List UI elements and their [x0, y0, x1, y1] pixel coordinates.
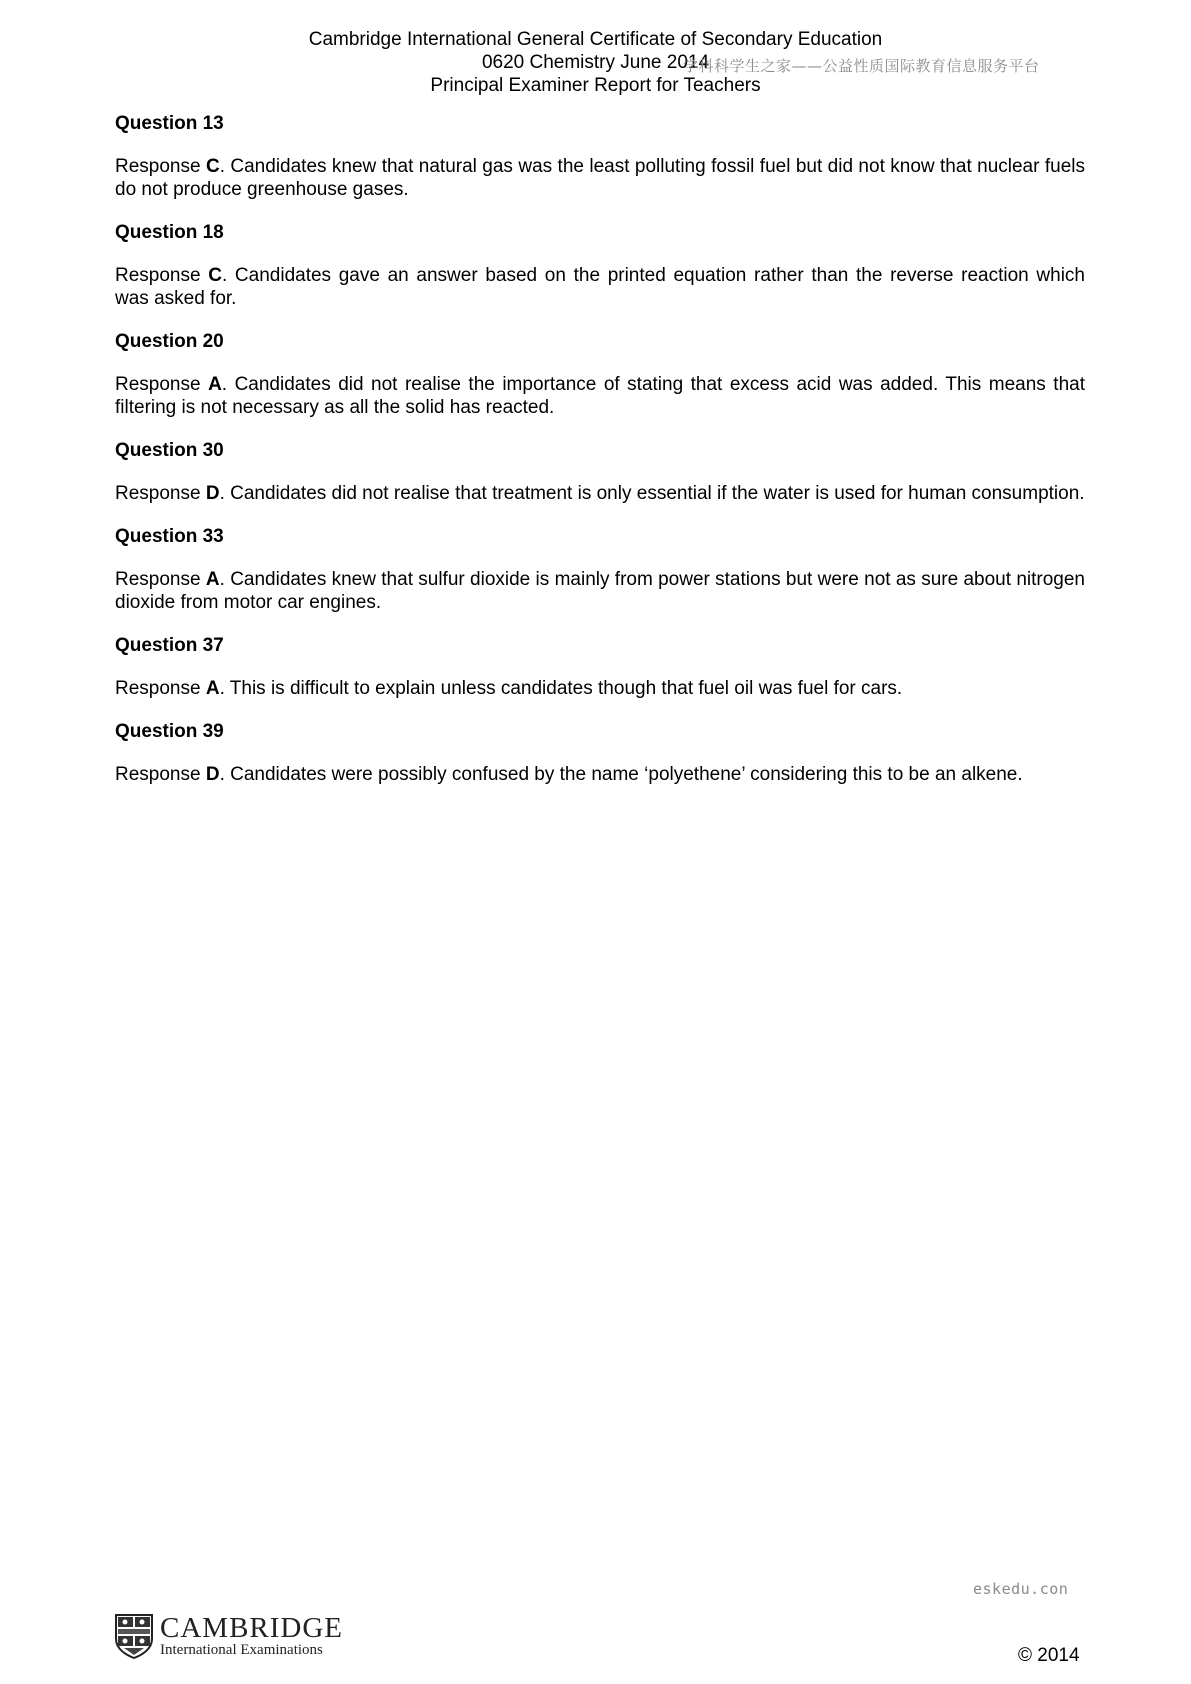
logo-wordmark	[160, 1611, 344, 1659]
question-heading: Question 37	[115, 635, 224, 656]
response-letter: C	[205, 156, 220, 177]
question-block	[115, 112, 1085, 201]
question-block	[115, 634, 1085, 700]
question-response: Response A. Candidates did not realise the importance of stating that excess acid was added. This means that filtering is not necessary as all the solid has reacted.	[115, 374, 1085, 418]
copyright: © 2014	[1018, 1645, 1080, 1666]
question-heading: Question 33	[115, 526, 224, 547]
question-heading: Question 39	[115, 721, 224, 742]
response-letter: D	[205, 483, 220, 504]
watermark-top: 学科科学生之家——公益性质国际教育信息服务平台	[683, 57, 1040, 75]
logo-sub-text: International Examinations	[160, 1641, 323, 1658]
cambridge-shield-icon	[114, 1613, 154, 1659]
report-content	[115, 112, 1085, 806]
question-response: Response A. This is difficult to explain unless candidates though that fuel oil was fuel for cars.	[115, 678, 903, 699]
response-letter: A	[208, 374, 222, 395]
question-block	[115, 720, 1085, 786]
question-response: Response D. Candidates were possibly confused by the name ‘polyethene’ considering this to be an alkene.	[115, 764, 1023, 785]
question-heading: Question 13	[115, 113, 224, 134]
question-block	[115, 221, 1085, 310]
response-letter: A	[205, 678, 220, 699]
response-letter: C	[208, 265, 222, 286]
header-subject: 0620 Chemistry June 2014	[481, 52, 710, 73]
response-letter: D	[205, 764, 220, 785]
question-heading: Question 30	[115, 440, 224, 461]
logo-main-text: CAMBRIDGE	[160, 1611, 344, 1644]
question-block	[115, 439, 1085, 505]
question-response: Response C. Candidates gave an answer based on the printed equation rather than the reverse reaction which was asked for.	[115, 265, 1085, 309]
question-response: Response D. Candidates did not realise that treatment is only essential if the water is used for human consumption.	[115, 483, 1085, 504]
response-letter: A	[205, 569, 220, 590]
cambridge-logo	[114, 1613, 343, 1659]
question-response: Response C. Candidates knew that natural gas was the least polluting fossil fuel but did not know that nuclear fuels do not produce greenhouse gases.	[115, 156, 1085, 200]
question-response: Response A. Candidates knew that sulfur dioxide is mainly from power stations but were not as sure about nitrogen dioxide from motor car engines.	[115, 569, 1085, 613]
watermark-bottom: eskedu.con	[973, 1580, 1069, 1598]
header-report-type: Principal Examiner Report for Teachers	[430, 75, 761, 96]
header-title: Cambridge International General Certificate of Secondary Education	[308, 29, 883, 50]
question-block	[115, 525, 1085, 614]
question-heading: Question 20	[115, 331, 224, 352]
question-heading: Question 18	[115, 222, 224, 243]
question-block	[115, 330, 1085, 419]
